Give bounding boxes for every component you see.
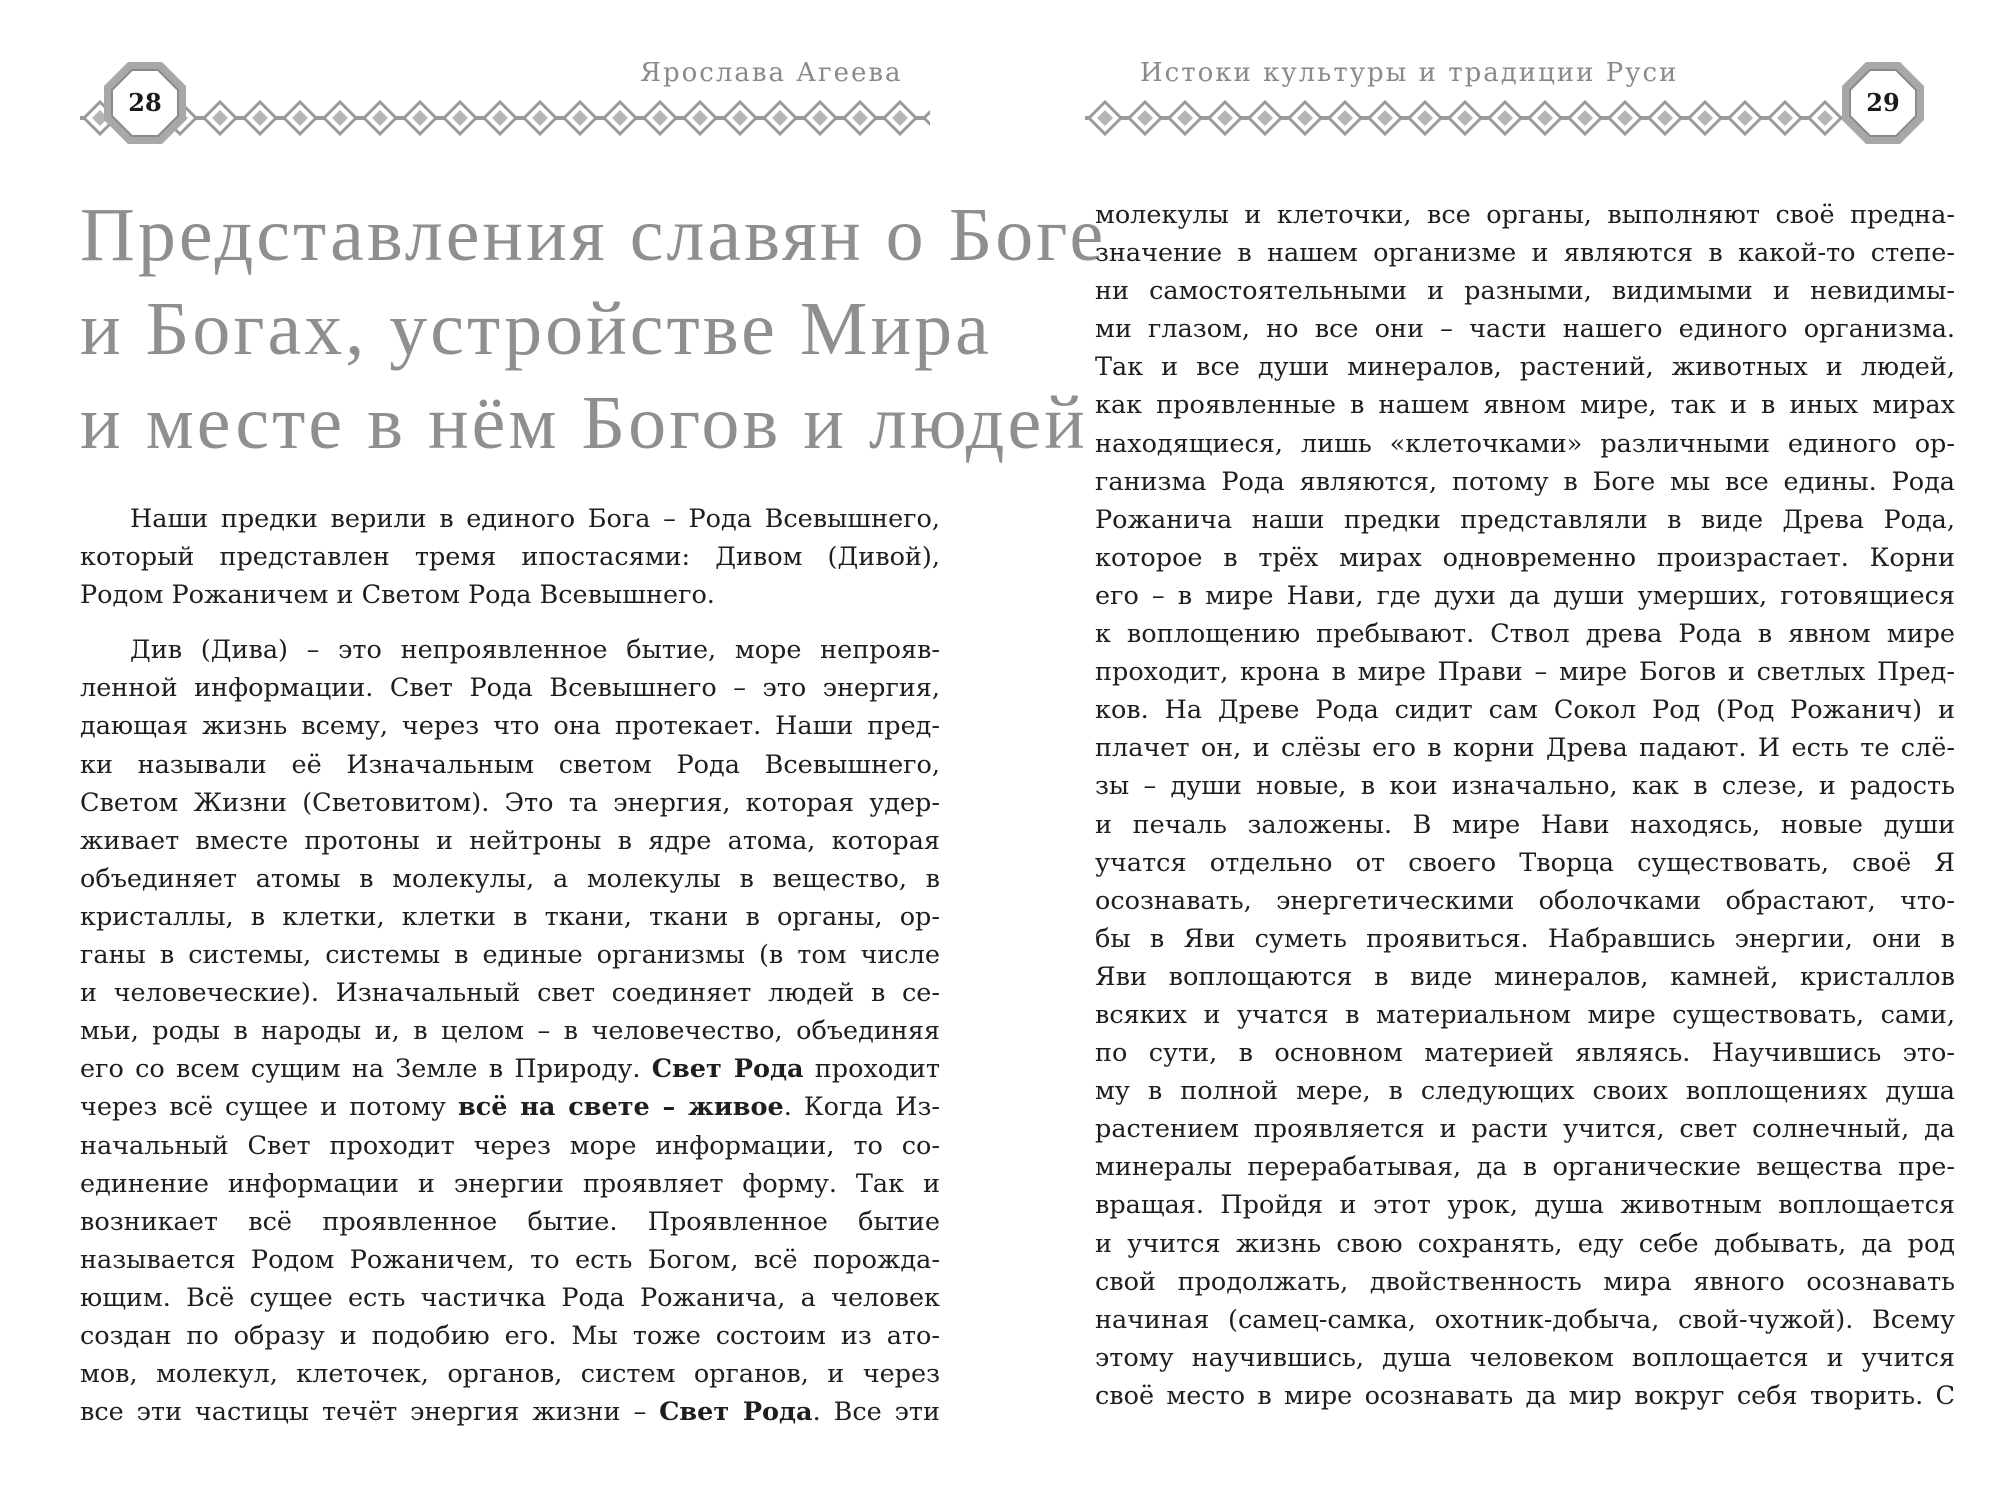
text-line: ни самостоятельными и разными, видимыми и невидимы- (1095, 276, 1955, 307)
text-line: как проявленные в нашем явном мире, так и в иных мирах (1095, 390, 1955, 421)
text-line: ющим. Всё сущее есть частичка Рода Рожанича, а человек (80, 1282, 940, 1313)
text-line: му в полной мере, в следующих своих воплощениях душа (1095, 1076, 1955, 1107)
text-line: проходит, крона в мире Прави – мире Богов и светлых Пред- (1095, 657, 1955, 688)
text-run: . Когда Из- (783, 1092, 940, 1123)
text-line: ганы в системы, системы в единые организмы (в том числе (80, 940, 940, 971)
text-line: свой продолжать, двойственность мира явного осознавать (1095, 1266, 1955, 1297)
text-run: проходит (814, 1054, 940, 1085)
text-line: осознавать, энергетическими оболочками обрастают, что- (1095, 885, 1955, 916)
text-line: молекулы и клеточки, все органы, выполняют своё предна- (1095, 200, 1955, 230)
page-number-badge-left (102, 60, 188, 146)
left-page-body (80, 500, 940, 1431)
text-line: своё место в мире осознавать да мир вокруг себя творить. С (1095, 1380, 1955, 1411)
right-running-head: Истоки культуры и традиции Руси (1140, 58, 1679, 88)
text-line: значение в нашем организме и являются в какой-то степе- (1095, 238, 1955, 269)
text-line: растением проявляется и расти учится, свет солнечный, да (1095, 1114, 1955, 1145)
chapter-title (80, 188, 1107, 470)
text-line: начиная (самец-самка, охотник-добыча, свой-чужой). Всему (1095, 1304, 1955, 1335)
text-line: возникает всё проявленное бытие. Проявленное бытие (80, 1206, 940, 1237)
text-line: Так и все души минералов, растений, животных и людей, (1095, 352, 1955, 383)
chapter-title-line: и месте в нём Богов и людей (80, 381, 1088, 465)
text-line: вращая. Пройдя и этот урок, душа животным воплощается (1095, 1190, 1955, 1221)
text-line: Яви воплощаются в виде минералов, камней, кристаллов (1095, 961, 1955, 992)
text-line: ленной информации. Свет Рода Всевышнего – это энергия, (80, 673, 940, 704)
text-line: по сути, в основном материей являясь. Научившись это- (1095, 1038, 1955, 1069)
text-line: мов, молекул, клеточек, органов, систем органов, и через (80, 1359, 940, 1390)
text-line: которое в трёх мирах одновременно произрастает. Корни (1095, 542, 1955, 573)
text-line: плачет он, и слёзы его в корни Древа падают. И есть те слё- (1095, 733, 1955, 764)
text-line: и человеческие). Изначальный свет соединяет людей в се- (80, 978, 940, 1009)
text-line: ков. На Древе Рода сидит сам Сокол Род (Род Рожанич) и (1095, 695, 1955, 726)
text-line: дающая жизнь всему, через что она протекает. Наши пред- (80, 711, 940, 742)
bold-phrase: всё на свете – живое (457, 1092, 784, 1123)
text-line: учатся отдельно от своего Творца существовать, своё Я (1095, 847, 1955, 878)
text-run: через всё сущее и потому (80, 1092, 446, 1123)
page-number-badge-right (1840, 60, 1926, 146)
text-line: его – в мире Нави, где духи да души умерших, готовящиеся (1095, 580, 1955, 611)
text-line (80, 1393, 940, 1431)
text-line: создан по образу и подобию его. Мы тоже состоим из ато- (80, 1320, 940, 1351)
text-run: все эти частицы течёт энергия жизни – (80, 1397, 647, 1428)
text-line: Див (Дива) – это непроявленное бытие, море непрояв- (130, 635, 940, 666)
text-line: и учится жизнь свою сохранять, еду себе добывать, да род (1095, 1228, 1955, 1259)
text-line: ми глазом, но все они – части нашего единого организма. (1095, 314, 1955, 345)
text-line: этому научившись, душа человеком воплощается и учится (1095, 1342, 1955, 1373)
text-run: его со всем сущим на Земле в Природу. (80, 1054, 641, 1085)
ornament-band-left (80, 98, 930, 138)
text-line: объединяет атомы в молекулы, а молекулы в вещество, в (80, 863, 940, 894)
text-line: кристаллы, в клетки, клетки в ткани, ткани в органы, ор- (80, 901, 940, 932)
text-line: и печаль заложены. В мире Нави находясь, новые души (1095, 809, 1955, 840)
text-line: бы в Яви суметь проявиться. Набравшись энергии, они в (1095, 923, 1955, 954)
text-line: который представлен тремя ипостасями: Дивом (Дивой), (80, 542, 940, 573)
text-line (80, 1050, 940, 1088)
right-page-number: 29 (1866, 88, 1900, 117)
text-line: к воплощению пребывают. Ствол древа Рода в явном мире (1095, 619, 1955, 650)
text-line: Наши предки верили в единого Бога – Рода Всевышнего, (130, 504, 940, 534)
ornament-band-right (1085, 98, 1915, 138)
bold-phrase: Свет Рода (659, 1397, 813, 1428)
bold-phrase: Свет Рода (651, 1054, 804, 1085)
text-line: Рожанича наши предки представляли в виде Древа Рода, (1095, 504, 1955, 535)
text-line: называется Родом Рожаничем, то есть Богом, всё порожда- (80, 1244, 940, 1275)
text-line: начальный Свет проходит через море информации, то со- (80, 1130, 940, 1161)
text-line: ганизма Рода являются, потому в Боге мы все едины. Рода (1095, 466, 1955, 497)
text-line: Родом Рожаничем и Светом Рода Всевышнего. (80, 580, 715, 611)
chapter-title-line: и Богах, устройстве Мира (80, 287, 992, 371)
text-line: всяких и учатся в материальном мире существовать, сами, (1095, 999, 1955, 1030)
text-line: единение информации и энергии проявляет форму. Так и (80, 1168, 940, 1199)
text-line: ки называли её Изначальным светом Рода Всевышнего, (80, 749, 940, 780)
text-line: Светом Жизни (Световитом). Это та энергия, которая удер- (80, 787, 940, 818)
left-page-number: 28 (128, 88, 162, 117)
text-line (80, 1088, 940, 1126)
text-line: мьи, роды в народы и, в целом – в человечество, объединяя (80, 1016, 940, 1047)
text-run: . Все эти (812, 1397, 940, 1428)
text-line: находящиеся, лишь «клеточками» различными единого ор- (1095, 428, 1955, 459)
text-line: минералы перерабатывая, да в органические вещества пре- (1095, 1152, 1955, 1183)
chapter-title-line: Представления славян о Боге (80, 193, 1107, 277)
right-page-body (1095, 196, 1955, 1415)
text-line: зы – души новые, в кои изначально, как в слезе, и радость (1095, 771, 1955, 802)
text-line: живает вместе протоны и нейтроны в ядре атома, которая (80, 825, 940, 856)
left-running-head: Ярослава Агеева (640, 58, 903, 88)
